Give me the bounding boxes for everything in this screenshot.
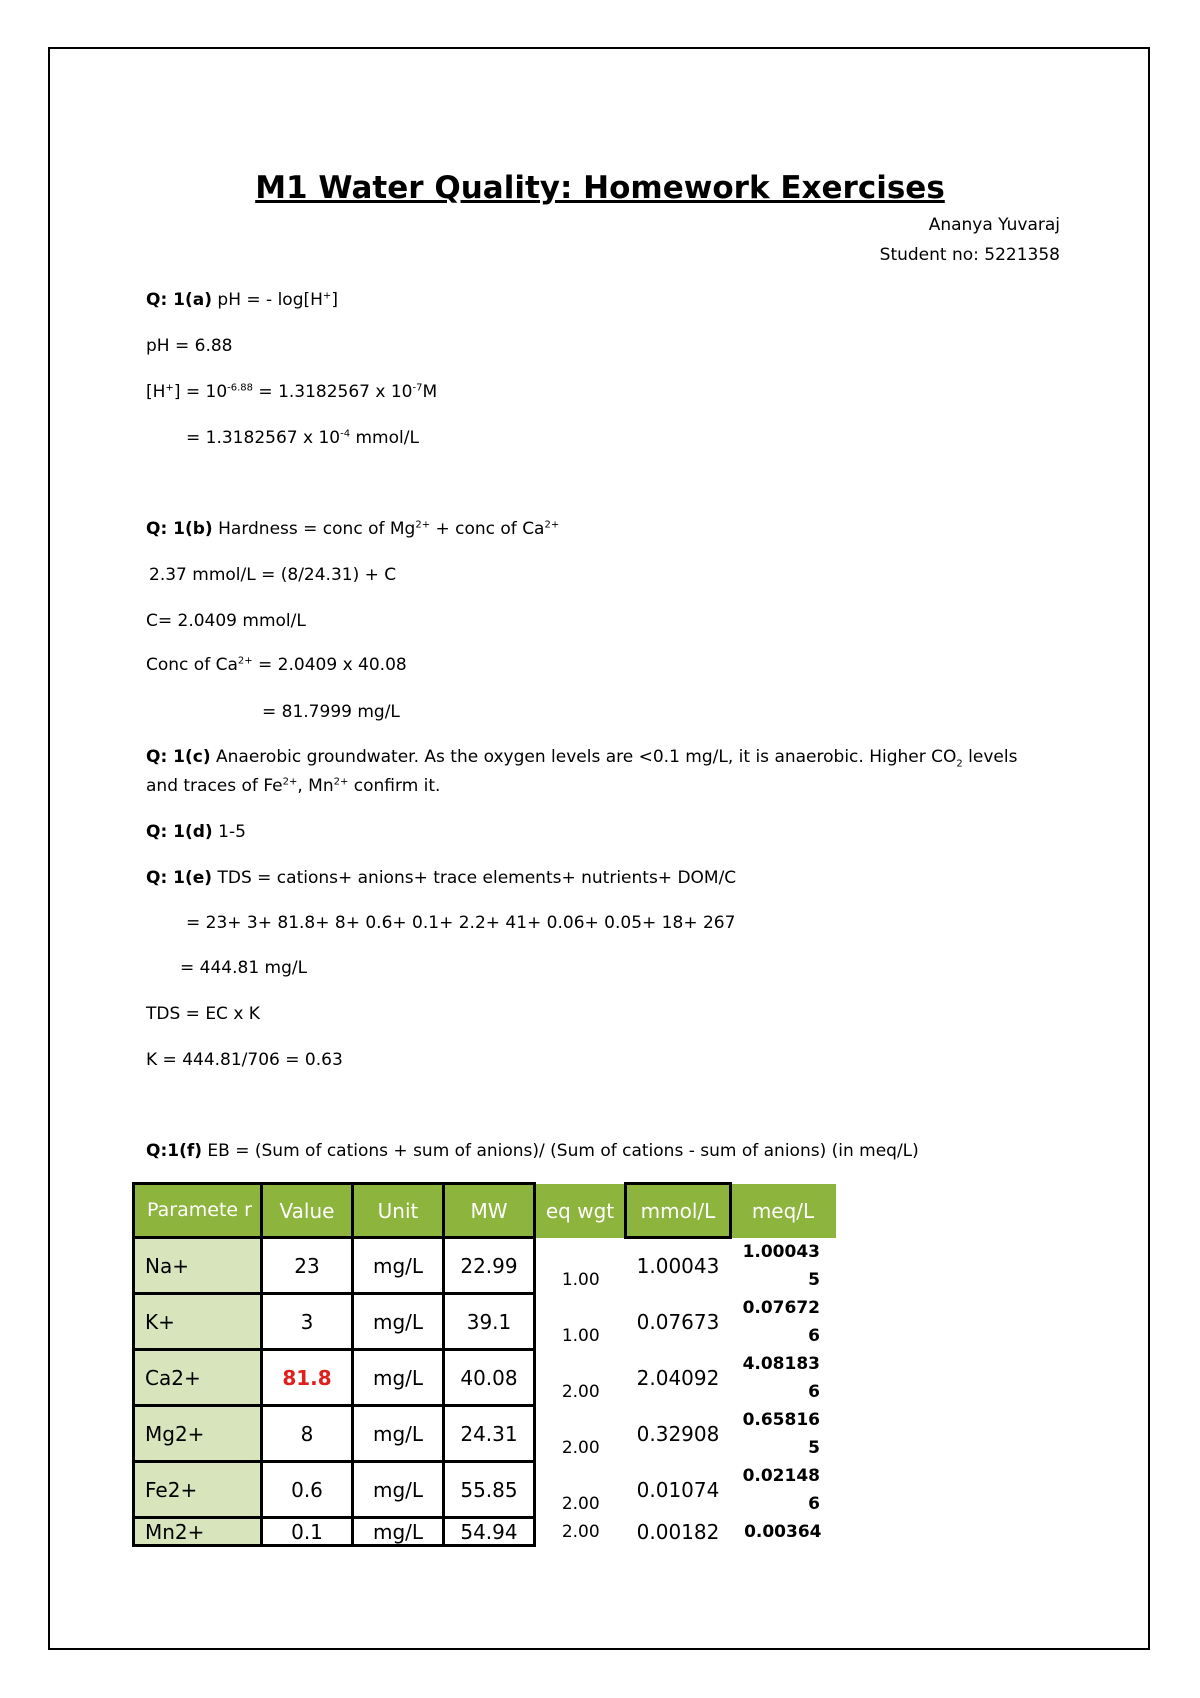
q1e-line-2: = 23+ 3+ 81.8+ 8+ 0.6+ 0.1+ 2.2+ 41+ 0.06+ 0.05+ 18+ 267 — [186, 913, 736, 933]
header-unit: Unit — [353, 1184, 444, 1238]
header-mw: MW — [444, 1184, 535, 1238]
cell-eq: 2.00 — [561, 1437, 600, 1458]
cation-table — [132, 1182, 837, 1547]
table-row — [134, 1350, 836, 1406]
q1b-line-2: 2.37 mmol/L = (8/24.31) + C — [149, 565, 397, 585]
cell-unit: mg/L — [353, 1350, 444, 1406]
cell-meq: 0.07672 6 — [742, 1297, 820, 1346]
cell-unit: mg/L — [353, 1406, 444, 1462]
cell-meq: 4.08183 6 — [742, 1353, 820, 1402]
q1d-line: Q: 1(d) 1-5 — [146, 822, 246, 842]
q1f-line: Q:1(f) EB = (Sum of cations + sum of anions)/ (Sum of cations - sum of anions) (in meq/L) — [146, 1141, 919, 1161]
cell-param: Ca2+ — [134, 1350, 262, 1406]
q1f-label: Q:1(f) — [146, 1141, 203, 1161]
q1c-line-2: and traces of $Fe^{2+}$, $Mn^{2+}$ confirm it. — [146, 776, 441, 796]
header-value: Value — [262, 1184, 353, 1238]
q1a-line-4: = 1.3182567 x $10^{-4}$ mmol/L — [186, 428, 419, 448]
cell-unit: mg/L — [353, 1238, 444, 1294]
q1b-label: Q: 1(b) — [146, 519, 213, 539]
cell-unit: mg/L — [353, 1294, 444, 1350]
header-eq-wgt: eq wgt — [535, 1184, 626, 1238]
cell-eq: 2.00 — [561, 1381, 600, 1402]
cell-value: 0.1 — [262, 1518, 353, 1546]
q1a-line-1: Q: 1(a) pH = - log[H+] — [146, 290, 338, 310]
cell-mmol: 0.01074 — [636, 1477, 720, 1502]
cell-eq: 2.00 — [561, 1493, 600, 1514]
q1b-line-4: Conc of $Ca^{2+} = 2.0409$ x 40.08 — [146, 655, 407, 675]
cell-param: Fe2+ — [134, 1462, 262, 1518]
cell-param: Mn2+ — [134, 1518, 262, 1546]
q1e-line-4: TDS = EC x K — [146, 1004, 260, 1024]
cell-mw: 24.31 — [444, 1406, 535, 1462]
cell-mmol: 0.32908 — [636, 1421, 720, 1446]
q1e-line-1: Q: 1(e) TDS = cations+ anions+ trace elements+ nutrients+ DOM/C — [146, 868, 737, 888]
cell-value-highlight: 81.8 — [262, 1350, 353, 1406]
cell-mw: 22.99 — [444, 1238, 535, 1294]
cell-value: 3 — [262, 1294, 353, 1350]
table-row — [134, 1294, 836, 1350]
q1e-line-5: K = 444.81/706 = 0.63 — [146, 1050, 343, 1070]
header-parameter: Paramete r — [134, 1184, 262, 1238]
q1c-line-1: Q: 1(c) Anaerobic groundwater. As the oxygen levels are <0.1 mg/L, it is anaerobic. Higher $CO_2$ levels — [146, 747, 1018, 770]
q1c-label: Q: 1(c) — [146, 747, 211, 767]
cell-mw: 39.1 — [444, 1294, 535, 1350]
cell-meq: 0.02148 6 — [742, 1465, 820, 1514]
cell-value: 0.6 — [262, 1462, 353, 1518]
q1a-line-2: pH = 6.88 — [146, 336, 233, 356]
table-header-row — [134, 1184, 836, 1238]
q1e-line-3: = 444.81 mg/L — [180, 958, 308, 978]
cell-eq: 1.00 — [561, 1269, 600, 1290]
cell-value: 23 — [262, 1238, 353, 1294]
cell-mmol: 2.04092 — [636, 1365, 720, 1390]
cell-eq: 2.00 — [561, 1521, 600, 1542]
q1a-label: Q: 1(a) — [146, 290, 213, 310]
cell-mmol: 0.00182 — [636, 1519, 720, 1544]
cell-meq: 0.00364 — [744, 1521, 822, 1542]
cell-meq: 1.00043 5 — [742, 1241, 820, 1290]
cell-mw: 55.85 — [444, 1462, 535, 1518]
cell-param: Na+ — [134, 1238, 262, 1294]
table-row — [134, 1462, 836, 1518]
page-title: M1 Water Quality: Homework Exercises — [255, 170, 945, 206]
cell-meq: 0.65816 5 — [742, 1409, 820, 1458]
q1b-line-1: Q: 1(b) Hardness = conc of $Mg^{2+}$ + conc of $Ca^{2+}$ — [146, 519, 560, 539]
cell-unit: mg/L — [353, 1462, 444, 1518]
table-row — [134, 1406, 836, 1462]
header-mmol: mmol/L — [626, 1184, 731, 1238]
student-number: Student no: 5221358 — [879, 245, 1060, 265]
cell-mmol: 1.00043 — [636, 1254, 720, 1279]
q1d-label: Q: 1(d) — [146, 822, 213, 842]
table-row — [134, 1238, 836, 1294]
q1b-line-5: = 81.7999 mg/L — [262, 702, 400, 722]
cell-param: K+ — [134, 1294, 262, 1350]
author-name: Ananya Yuvaraj — [928, 215, 1060, 235]
table-row — [134, 1518, 836, 1546]
cell-param: Mg2+ — [134, 1406, 262, 1462]
header-meq: meq/L — [731, 1184, 836, 1238]
cell-unit: mg/L — [353, 1518, 444, 1546]
cell-mw: 54.94 — [444, 1518, 535, 1546]
cell-value: 8 — [262, 1406, 353, 1462]
q1e-label: Q: 1(e) — [146, 868, 213, 888]
cell-mmol: 0.07673 — [636, 1309, 720, 1334]
q1a-line-3: $[H^+] = 10^{-6.88} = 1.3182567$ x $10^{-7}M$ — [146, 382, 438, 402]
cell-mw: 40.08 — [444, 1350, 535, 1406]
cell-eq: 1.00 — [561, 1325, 600, 1346]
q1b-line-3: C= 2.0409 mmol/L — [146, 611, 306, 631]
